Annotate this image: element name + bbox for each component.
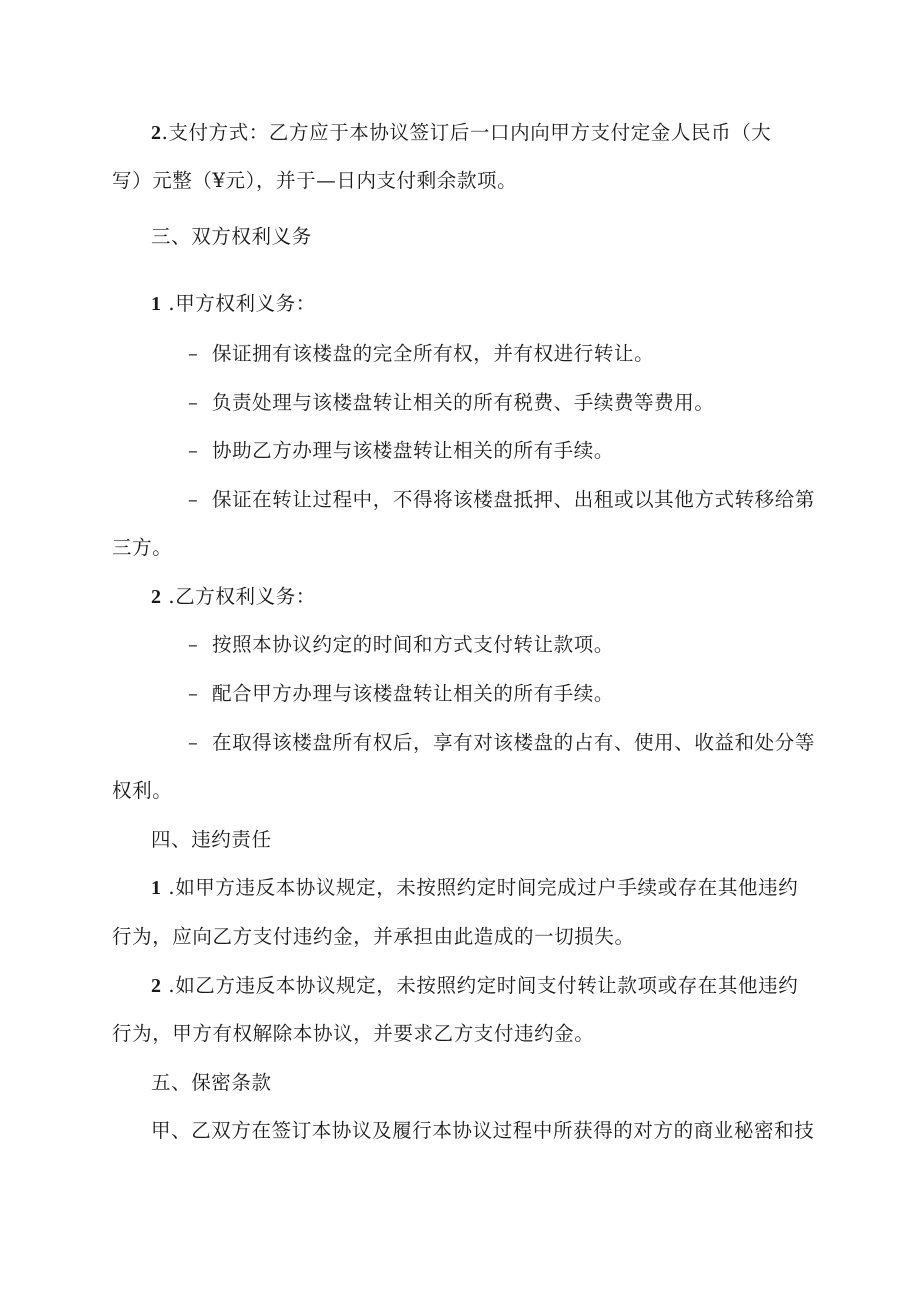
confidentiality-text-line-1	[151, 1117, 814, 1145]
section-heading: 三、双方权利义务	[151, 225, 312, 248]
section-heading: 五、保密条款	[151, 1071, 272, 1094]
payment-method-line-1	[151, 119, 771, 147]
clause-number: 2	[151, 975, 162, 997]
item-text: 三方。	[112, 536, 173, 559]
dash-bullet: –	[188, 633, 199, 656]
clause-text: 写）元整（¥元），并于—日内支付剩余款项。	[112, 169, 518, 192]
party-b-item-2	[188, 680, 614, 708]
party-a-item-4-line-1	[188, 486, 815, 514]
clause-text: 行为，甲方有权解除本协议，并要求乙方支付违约金。	[112, 1022, 595, 1045]
section-heading-breach	[151, 826, 272, 854]
party-b-item-3-line-1	[188, 729, 815, 757]
clause-text: .支付方式：乙方应于本协议签订后一口内向甲方支付定金人民币（大	[161, 121, 772, 144]
item-text: 保证拥有该楼盘的完全所有权，并有权进行转让。	[211, 342, 655, 365]
party-a-item-1	[188, 340, 654, 368]
item-text: 协助乙方办理与该楼盘转让相关的所有手续。	[211, 439, 614, 462]
party-b-item-3-line-2	[112, 777, 172, 805]
payment-method-line-2	[112, 167, 517, 195]
breach-clause-1-line-1	[151, 874, 798, 902]
dash-bullet: –	[188, 488, 199, 511]
party-a-rights-heading	[151, 290, 316, 318]
clause-number: 2	[151, 122, 162, 144]
dash-bullet: –	[188, 391, 199, 414]
dash-bullet: –	[188, 682, 199, 705]
party-a-item-2	[188, 389, 714, 417]
clause-text: 甲、乙双方在签订本协议及履行本协议过程中所获得的对方的商业秘密和技	[151, 1119, 815, 1142]
item-text: 配合甲方办理与该楼盘转让相关的所有手续。	[211, 682, 614, 705]
breach-clause-2-line-1	[151, 972, 798, 1000]
party-b-item-1	[188, 631, 614, 659]
dash-bullet: –	[188, 342, 199, 365]
clause-number: 1	[151, 293, 162, 315]
item-text: 权利。	[112, 779, 173, 802]
dash-bullet: –	[188, 439, 199, 462]
section-heading-rights	[151, 223, 312, 251]
section-heading: 四、违约责任	[151, 828, 272, 851]
clause-text: .甲方权利义务：	[161, 292, 316, 315]
clause-text: .如甲方违反本协议规定，未按照约定时间完成过户手续或存在其他违约	[161, 876, 799, 899]
breach-clause-1-line-2	[112, 923, 635, 951]
breach-clause-2-line-2	[112, 1020, 594, 1048]
clause-text: 行为，应向乙方支付违约金，并承担由此造成的一切损失。	[112, 925, 635, 948]
section-heading-confidentiality	[151, 1069, 272, 1097]
clause-text: .乙方权利义务：	[161, 585, 316, 608]
item-text: 在取得该楼盘所有权后，享有对该楼盘的占有、使用、收益和处分等	[211, 731, 815, 754]
clause-number: 2	[151, 586, 162, 608]
dash-bullet: –	[188, 731, 199, 754]
item-text: 按照本协议约定的时间和方式支付转让款项。	[211, 633, 614, 656]
item-text: 保证在转让过程中，不得将该楼盘抵押、出租或以其他方式转移给第	[211, 488, 815, 511]
item-text: 负责处理与该楼盘转让相关的所有税费、手续费等费用。	[211, 391, 715, 414]
party-a-item-4-line-2	[112, 534, 172, 562]
party-a-item-3	[188, 437, 614, 465]
clause-number: 1	[151, 877, 162, 899]
party-b-rights-heading	[151, 583, 316, 611]
clause-text: .如乙方违反本协议规定，未按照约定时间支付转让款项或存在其他违约	[161, 974, 799, 997]
